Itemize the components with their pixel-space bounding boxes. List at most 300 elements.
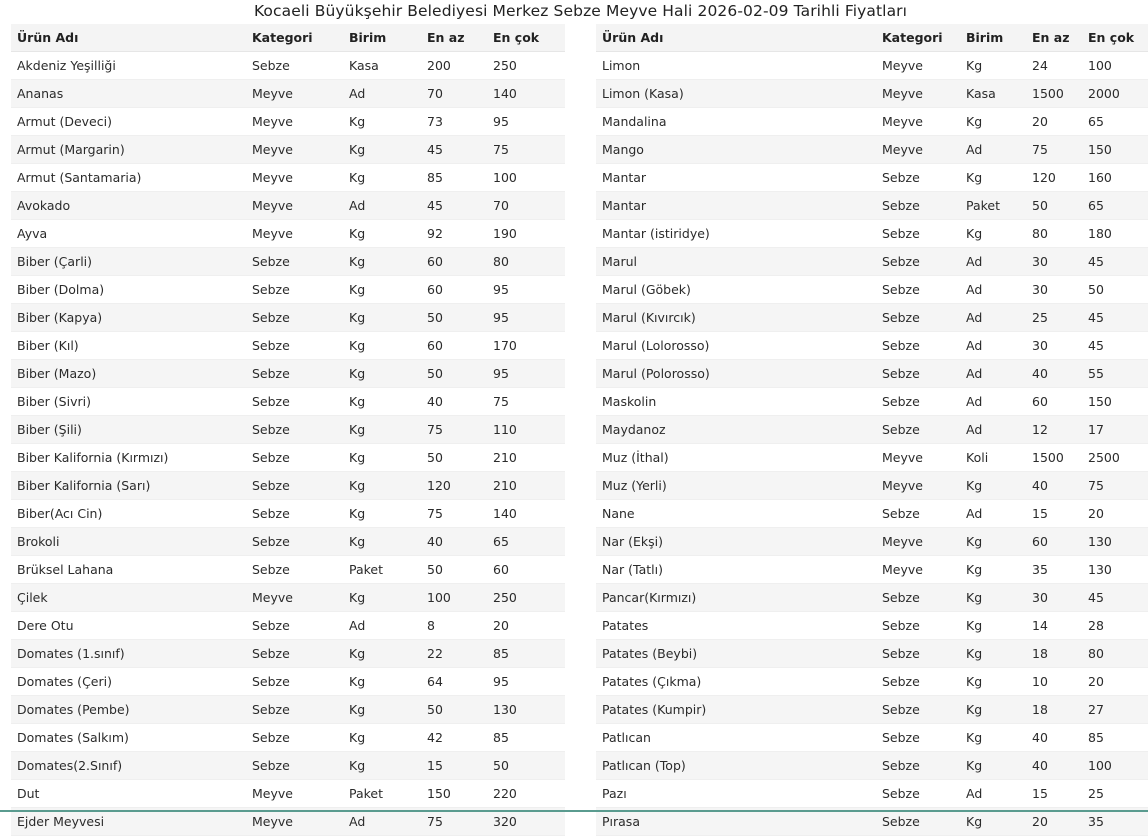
cell-max-price: 110: [487, 416, 565, 444]
cell-min-price: 20: [1026, 108, 1082, 136]
cell-min-price: 64: [421, 668, 487, 696]
table-row: [596, 80, 1148, 108]
cell-min-price: 120: [421, 472, 487, 500]
cell-category: Meyve: [876, 528, 960, 556]
cell-unit: Kg: [343, 640, 421, 668]
cell-max-price: 220: [487, 780, 565, 808]
cell-max-price: 85: [487, 724, 565, 752]
cell-category: Sebze: [246, 416, 343, 444]
cell-product-name: Biber (Dolma): [11, 276, 246, 304]
cell-min-price: 73: [421, 108, 487, 136]
cell-min-price: 30: [1026, 584, 1082, 612]
cell-unit: Kg: [343, 108, 421, 136]
cell-product-name: Çilek: [11, 584, 246, 612]
cell-category: Sebze: [876, 696, 960, 724]
table-row: [11, 332, 565, 360]
cell-product-name: Mantar: [596, 192, 876, 220]
cell-unit: Kg: [343, 472, 421, 500]
cell-product-name: Dere Otu: [11, 612, 246, 640]
header-unit: Birim: [343, 24, 421, 52]
header-max-price: En çok: [487, 24, 565, 52]
table-row: [596, 724, 1148, 752]
cell-product-name: Ayva: [11, 220, 246, 248]
header-min-price: En az: [1026, 24, 1082, 52]
cell-product-name: Avokado: [11, 192, 246, 220]
table-row: [596, 668, 1148, 696]
table-row: [11, 528, 565, 556]
table-row: [596, 136, 1148, 164]
cell-product-name: Mango: [596, 136, 876, 164]
cell-category: Sebze: [876, 724, 960, 752]
cell-unit: Kg: [343, 360, 421, 388]
price-table-left: [11, 24, 565, 836]
cell-min-price: 42: [421, 724, 487, 752]
header-category: Kategori: [876, 24, 960, 52]
cell-max-price: 150: [1082, 136, 1148, 164]
cell-max-price: 95: [487, 360, 565, 388]
cell-max-price: 100: [487, 164, 565, 192]
cell-product-name: Ananas: [11, 80, 246, 108]
table-row: [596, 164, 1148, 192]
header-category: Kategori: [246, 24, 343, 52]
cell-max-price: 20: [1082, 500, 1148, 528]
cell-category: Sebze: [246, 332, 343, 360]
cell-product-name: Domates (Salkım): [11, 724, 246, 752]
cell-product-name: Domates (Pembe): [11, 696, 246, 724]
cell-min-price: 40: [1026, 724, 1082, 752]
cell-max-price: 100: [1082, 752, 1148, 780]
cell-unit: Kg: [960, 752, 1026, 780]
cell-category: Sebze: [876, 752, 960, 780]
cell-unit: Ad: [343, 612, 421, 640]
cell-product-name: Muz (İthal): [596, 444, 876, 472]
table-row: [596, 220, 1148, 248]
cell-category: Sebze: [876, 808, 960, 836]
cell-product-name: Patlıcan: [596, 724, 876, 752]
cell-min-price: 30: [1026, 332, 1082, 360]
cell-min-price: 50: [421, 304, 487, 332]
cell-min-price: 40: [421, 528, 487, 556]
cell-product-name: Biber(Acı Cin): [11, 500, 246, 528]
cell-category: Meyve: [876, 444, 960, 472]
cell-max-price: 130: [487, 696, 565, 724]
table-row: [11, 276, 565, 304]
cell-max-price: 160: [1082, 164, 1148, 192]
table-row: [11, 164, 565, 192]
cell-category: Sebze: [876, 220, 960, 248]
cell-product-name: Nar (Ekşi): [596, 528, 876, 556]
cell-product-name: Nar (Tatlı): [596, 556, 876, 584]
cell-max-price: 2000: [1082, 80, 1148, 108]
cell-max-price: 45: [1082, 248, 1148, 276]
cell-min-price: 50: [421, 556, 487, 584]
cell-unit: Kg: [343, 276, 421, 304]
cell-unit: Kg: [343, 528, 421, 556]
cell-unit: Ad: [960, 304, 1026, 332]
cell-max-price: 250: [487, 52, 565, 80]
cell-category: Sebze: [246, 724, 343, 752]
table-row: [11, 192, 565, 220]
cell-min-price: 1500: [1026, 80, 1082, 108]
table-row: [11, 220, 565, 248]
page-title: Kocaeli Büyükşehir Belediyesi Merkez Sebze Meyve Hali 2026-02-09 Tarihli Fiyatları: [253, 2, 908, 20]
cell-max-price: 130: [1082, 556, 1148, 584]
cell-max-price: 28: [1082, 612, 1148, 640]
cell-product-name: Muz (Yerli): [596, 472, 876, 500]
cell-category: Sebze: [246, 388, 343, 416]
cell-product-name: Marul (Kıvırcık): [596, 304, 876, 332]
table-header-row: [596, 24, 1148, 52]
price-table-right: [596, 24, 1148, 836]
cell-unit: Ad: [960, 276, 1026, 304]
cell-max-price: 45: [1082, 332, 1148, 360]
cell-min-price: 14: [1026, 612, 1082, 640]
table-row: [11, 500, 565, 528]
cell-min-price: 35: [1026, 556, 1082, 584]
cell-product-name: Marul (Göbek): [596, 276, 876, 304]
cell-min-price: 75: [421, 500, 487, 528]
cell-max-price: 180: [1082, 220, 1148, 248]
table-row: [11, 584, 565, 612]
cell-product-name: Patates (Çıkma): [596, 668, 876, 696]
table-row: [11, 360, 565, 388]
cell-unit: Kg: [343, 584, 421, 612]
cell-product-name: Domates (Çeri): [11, 668, 246, 696]
cell-min-price: 12: [1026, 416, 1082, 444]
cell-product-name: Akdeniz Yeşilliği: [11, 52, 246, 80]
cell-min-price: 50: [421, 696, 487, 724]
cell-max-price: 95: [487, 304, 565, 332]
cell-unit: Kg: [343, 416, 421, 444]
cell-category: Sebze: [876, 192, 960, 220]
cell-product-name: Pazı: [596, 780, 876, 808]
cell-unit: Kg: [343, 248, 421, 276]
cell-product-name: Biber (Şili): [11, 416, 246, 444]
cell-category: Meyve: [876, 556, 960, 584]
cell-category: Meyve: [876, 136, 960, 164]
bottom-border: [0, 810, 1148, 812]
cell-product-name: Maydanoz: [596, 416, 876, 444]
cell-product-name: Biber Kalifornia (Sarı): [11, 472, 246, 500]
cell-min-price: 40: [1026, 472, 1082, 500]
cell-max-price: 80: [1082, 640, 1148, 668]
cell-category: Meyve: [246, 584, 343, 612]
cell-min-price: 50: [421, 360, 487, 388]
cell-product-name: Domates (1.sınıf): [11, 640, 246, 668]
cell-category: Meyve: [246, 220, 343, 248]
cell-min-price: 100: [421, 584, 487, 612]
cell-max-price: 45: [1082, 304, 1148, 332]
cell-category: Sebze: [246, 640, 343, 668]
cell-unit: Kg: [960, 584, 1026, 612]
table-row: [596, 192, 1148, 220]
cell-category: Sebze: [876, 416, 960, 444]
header-product-name: Ürün Adı: [11, 24, 246, 52]
table-row: [11, 444, 565, 472]
cell-product-name: Pırasa: [596, 808, 876, 836]
cell-product-name: Ejder Meyvesi: [11, 808, 246, 836]
cell-category: Sebze: [876, 584, 960, 612]
table-row: [11, 612, 565, 640]
table-row: [596, 416, 1148, 444]
cell-product-name: Domates(2.Sınıf): [11, 752, 246, 780]
cell-min-price: 60: [421, 332, 487, 360]
cell-max-price: 20: [487, 612, 565, 640]
cell-max-price: 20: [1082, 668, 1148, 696]
cell-category: Sebze: [246, 500, 343, 528]
cell-min-price: 45: [421, 136, 487, 164]
table-body-left: [11, 52, 565, 836]
cell-max-price: 65: [487, 528, 565, 556]
cell-min-price: 75: [421, 416, 487, 444]
cell-category: Sebze: [246, 444, 343, 472]
cell-max-price: 75: [1082, 472, 1148, 500]
cell-category: Meyve: [876, 52, 960, 80]
cell-product-name: Patates (Beybi): [596, 640, 876, 668]
cell-product-name: Dut: [11, 780, 246, 808]
cell-category: Sebze: [876, 668, 960, 696]
header-product-name: Ürün Adı: [596, 24, 876, 52]
cell-product-name: Biber (Kıl): [11, 332, 246, 360]
cell-unit: Kasa: [343, 52, 421, 80]
cell-max-price: 50: [1082, 276, 1148, 304]
cell-max-price: 85: [487, 640, 565, 668]
cell-min-price: 60: [1026, 388, 1082, 416]
cell-min-price: 45: [421, 192, 487, 220]
cell-max-price: 100: [1082, 52, 1148, 80]
cell-min-price: 15: [1026, 780, 1082, 808]
cell-product-name: Limon (Kasa): [596, 80, 876, 108]
cell-unit: Ad: [343, 192, 421, 220]
header-unit: Birim: [960, 24, 1026, 52]
cell-category: Sebze: [246, 304, 343, 332]
cell-product-name: Armut (Deveci): [11, 108, 246, 136]
cell-min-price: 18: [1026, 696, 1082, 724]
cell-unit: Kasa: [960, 80, 1026, 108]
cell-category: Sebze: [876, 780, 960, 808]
cell-unit: Kg: [960, 528, 1026, 556]
cell-unit: Kg: [343, 220, 421, 248]
cell-unit: Ad: [960, 416, 1026, 444]
cell-min-price: 1500: [1026, 444, 1082, 472]
cell-category: Sebze: [876, 388, 960, 416]
table-row: [596, 500, 1148, 528]
table-header-row: [11, 24, 565, 52]
cell-max-price: 130: [1082, 528, 1148, 556]
cell-product-name: Mandalina: [596, 108, 876, 136]
cell-max-price: 95: [487, 276, 565, 304]
cell-min-price: 8: [421, 612, 487, 640]
cell-unit: Ad: [343, 808, 421, 836]
table-row: [596, 472, 1148, 500]
cell-min-price: 15: [1026, 500, 1082, 528]
cell-min-price: 92: [421, 220, 487, 248]
cell-category: Sebze: [246, 696, 343, 724]
table-row: [596, 584, 1148, 612]
cell-product-name: Patates (Kumpir): [596, 696, 876, 724]
cell-min-price: 22: [421, 640, 487, 668]
table-row: [11, 640, 565, 668]
cell-category: Sebze: [246, 528, 343, 556]
cell-category: Sebze: [876, 612, 960, 640]
cell-product-name: Mantar (istiridye): [596, 220, 876, 248]
cell-category: Sebze: [876, 164, 960, 192]
cell-max-price: 75: [487, 388, 565, 416]
cell-min-price: 200: [421, 52, 487, 80]
table-row: [11, 248, 565, 276]
cell-category: Meyve: [246, 808, 343, 836]
cell-max-price: 60: [487, 556, 565, 584]
table-row: [596, 276, 1148, 304]
cell-category: Meyve: [246, 136, 343, 164]
cell-product-name: Biber (Mazo): [11, 360, 246, 388]
table-row: [596, 388, 1148, 416]
cell-max-price: 190: [487, 220, 565, 248]
cell-category: Sebze: [876, 332, 960, 360]
cell-unit: Ad: [960, 360, 1026, 388]
table-row: [596, 304, 1148, 332]
cell-unit: Kg: [960, 640, 1026, 668]
cell-max-price: 85: [1082, 724, 1148, 752]
table-row: [596, 612, 1148, 640]
cell-category: Sebze: [246, 276, 343, 304]
cell-max-price: 150: [1082, 388, 1148, 416]
cell-category: Sebze: [246, 668, 343, 696]
cell-max-price: 95: [487, 108, 565, 136]
table-row: [11, 668, 565, 696]
table-body-right: [596, 52, 1148, 836]
cell-product-name: Limon: [596, 52, 876, 80]
cell-unit: Kg: [343, 304, 421, 332]
cell-max-price: 140: [487, 500, 565, 528]
header-min-price: En az: [421, 24, 487, 52]
cell-max-price: 210: [487, 472, 565, 500]
cell-product-name: Armut (Margarin): [11, 136, 246, 164]
cell-unit: Kg: [960, 696, 1026, 724]
cell-min-price: 120: [1026, 164, 1082, 192]
cell-max-price: 25: [1082, 780, 1148, 808]
cell-category: Meyve: [246, 80, 343, 108]
cell-min-price: 18: [1026, 640, 1082, 668]
cell-product-name: Mantar: [596, 164, 876, 192]
cell-product-name: Biber (Kapya): [11, 304, 246, 332]
table-row: [11, 472, 565, 500]
cell-category: Sebze: [246, 556, 343, 584]
cell-product-name: Marul (Polorosso): [596, 360, 876, 388]
cell-unit: Paket: [960, 192, 1026, 220]
cell-max-price: 17: [1082, 416, 1148, 444]
cell-product-name: Brokoli: [11, 528, 246, 556]
cell-category: Sebze: [876, 640, 960, 668]
cell-category: Meyve: [246, 192, 343, 220]
table-row: [596, 360, 1148, 388]
cell-max-price: 70: [487, 192, 565, 220]
cell-min-price: 40: [421, 388, 487, 416]
cell-min-price: 50: [421, 444, 487, 472]
table-row: [596, 528, 1148, 556]
cell-min-price: 15: [421, 752, 487, 780]
cell-min-price: 75: [1026, 136, 1082, 164]
cell-max-price: 95: [487, 668, 565, 696]
table-row: [11, 80, 565, 108]
cell-unit: Kg: [343, 668, 421, 696]
cell-unit: Kg: [343, 388, 421, 416]
cell-max-price: 50: [487, 752, 565, 780]
cell-min-price: 60: [421, 276, 487, 304]
cell-unit: Kg: [343, 332, 421, 360]
cell-min-price: 24: [1026, 52, 1082, 80]
cell-min-price: 60: [421, 248, 487, 276]
cell-unit: Kg: [343, 500, 421, 528]
cell-category: Sebze: [246, 52, 343, 80]
table-row: [596, 248, 1148, 276]
cell-product-name: Patlıcan (Top): [596, 752, 876, 780]
table-row: [596, 780, 1148, 808]
cell-category: Sebze: [876, 304, 960, 332]
cell-category: Sebze: [876, 360, 960, 388]
table-row: [596, 332, 1148, 360]
cell-product-name: Nane: [596, 500, 876, 528]
cell-unit: Kg: [343, 724, 421, 752]
cell-min-price: 10: [1026, 668, 1082, 696]
cell-min-price: 20: [1026, 808, 1082, 836]
cell-max-price: 250: [487, 584, 565, 612]
cell-product-name: Biber (Sivri): [11, 388, 246, 416]
table-row: [596, 108, 1148, 136]
cell-unit: Kg: [343, 752, 421, 780]
table-row: [596, 752, 1148, 780]
cell-min-price: 80: [1026, 220, 1082, 248]
table-row: [11, 780, 565, 808]
cell-unit: Ad: [960, 500, 1026, 528]
cell-category: Meyve: [876, 80, 960, 108]
cell-category: Sebze: [876, 276, 960, 304]
cell-min-price: 75: [421, 808, 487, 836]
cell-max-price: 170: [487, 332, 565, 360]
cell-max-price: 140: [487, 80, 565, 108]
cell-unit: Ad: [960, 780, 1026, 808]
table-row: [11, 416, 565, 444]
table-row: [11, 52, 565, 80]
cell-unit: Kg: [960, 724, 1026, 752]
cell-unit: Ad: [960, 332, 1026, 360]
table-row: [11, 136, 565, 164]
cell-min-price: 50: [1026, 192, 1082, 220]
cell-max-price: 27: [1082, 696, 1148, 724]
cell-max-price: 55: [1082, 360, 1148, 388]
table-row: [11, 696, 565, 724]
table-row: [11, 556, 565, 584]
cell-category: Sebze: [246, 360, 343, 388]
cell-unit: Kg: [343, 136, 421, 164]
table-row: [596, 52, 1148, 80]
cell-category: Sebze: [876, 500, 960, 528]
cell-min-price: 85: [421, 164, 487, 192]
cell-min-price: 40: [1026, 752, 1082, 780]
cell-min-price: 40: [1026, 360, 1082, 388]
table-row: [11, 108, 565, 136]
cell-unit: Kg: [960, 52, 1026, 80]
cell-product-name: Pancar(Kırmızı): [596, 584, 876, 612]
cell-unit: Kg: [960, 556, 1026, 584]
table-row: [11, 752, 565, 780]
cell-product-name: Patates: [596, 612, 876, 640]
cell-max-price: 80: [487, 248, 565, 276]
cell-product-name: Biber Kalifornia (Kırmızı): [11, 444, 246, 472]
cell-max-price: 2500: [1082, 444, 1148, 472]
cell-unit: Ad: [960, 136, 1026, 164]
cell-max-price: 65: [1082, 192, 1148, 220]
